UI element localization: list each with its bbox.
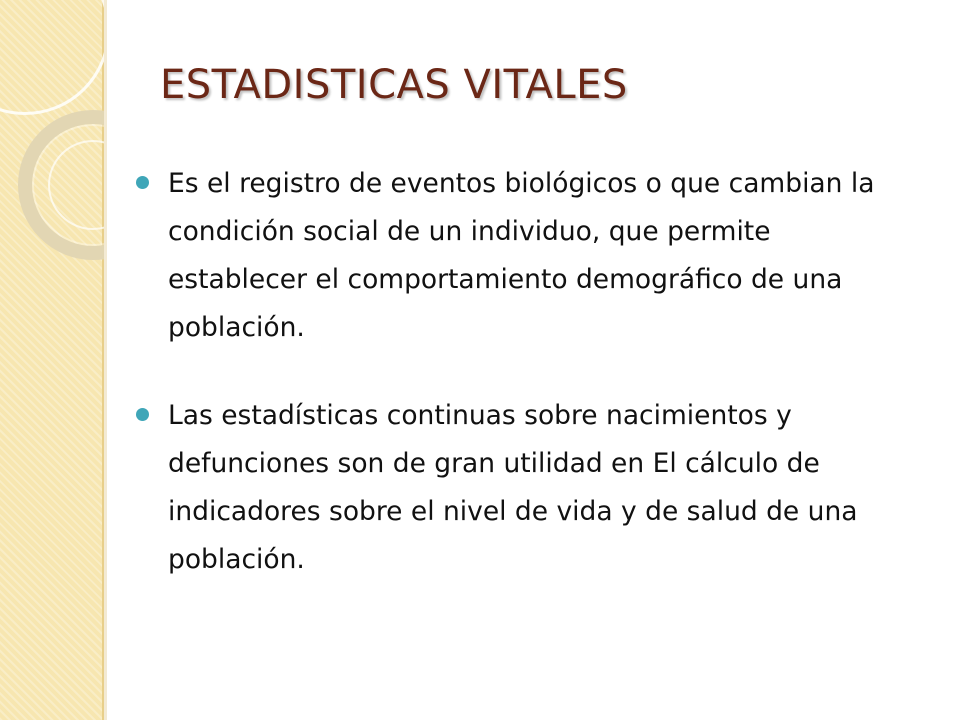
decorative-ring-top [0, 0, 104, 115]
decorative-rings [0, 0, 104, 720]
bullet-list [132, 160, 892, 584]
bullet-dot-icon [136, 176, 149, 189]
bullet-text: Las estadísticas continuas sobre nacimientos y defunciones son de gran utilidad en El cálculo de indicadores sobre el nivel de vida y de salud de una población. [168, 400, 858, 575]
bullet-text: Es el registro de eventos biológicos o que cambian la condición social de un individuo, que permite establecer el comportamiento demográfico de una población. [168, 168, 875, 343]
sidebar-edge [104, 0, 107, 720]
bullet-item [132, 160, 892, 352]
bullet-item [132, 392, 892, 584]
slide-title: ESTADISTICAS VITALES [160, 62, 628, 108]
bullet-dot-icon [136, 408, 149, 421]
